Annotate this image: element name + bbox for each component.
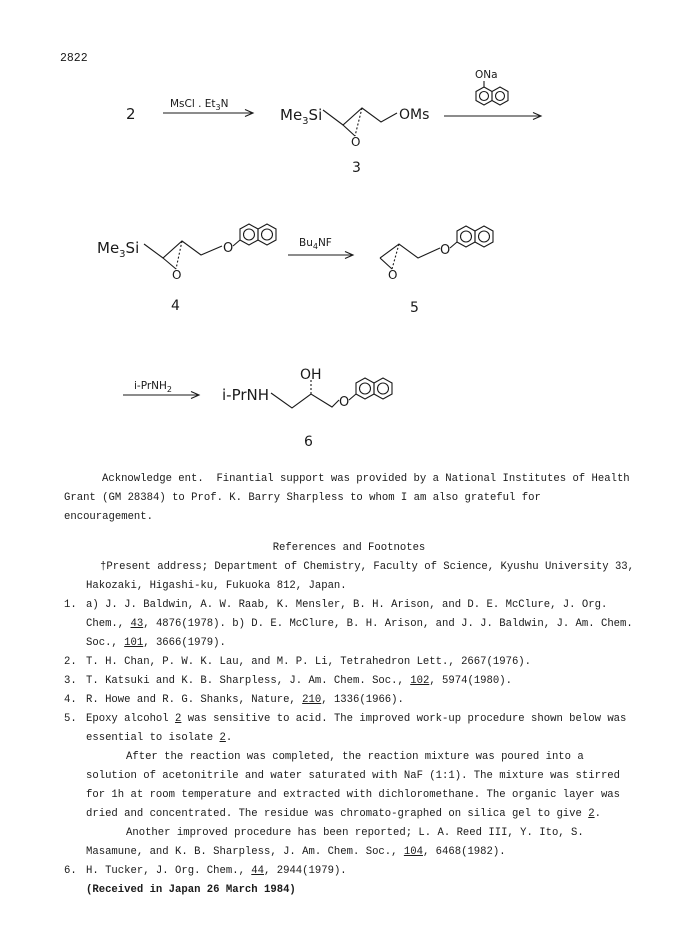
compound-6-structure: [222, 367, 392, 410]
sodium-naphthoxide-reagent: [475, 69, 508, 105]
compound-4-structure: [97, 224, 276, 282]
svg-text:i-PrNH: i-PrNH: [222, 386, 270, 404]
compound-5-structure: [380, 226, 493, 282]
reagent-iprnh2: i-PrNH$_2$: [134, 380, 173, 394]
svg-text:O: O: [223, 241, 234, 256]
svg-text:O: O: [339, 395, 350, 410]
reference-list-continued: [64, 862, 634, 881]
reaction-arrow-4: [123, 392, 199, 399]
reference-5: 5. Epoxy alcohol 2 was sensitive to acid. The improved work-up procedure shown below was essential to isolate 2.: [64, 713, 627, 744]
reference-list: [64, 596, 634, 748]
svg-text:O: O: [440, 243, 451, 258]
compound-6-label: 6: [304, 434, 313, 450]
compound-2-label: 2: [126, 105, 136, 123]
compound-3-label: 3: [352, 160, 361, 176]
reaction-arrow-2: [444, 113, 541, 120]
compound-3-structure: [280, 106, 429, 149]
acknowledgement: [64, 470, 634, 527]
reference-2: 2. T. H. Chan, P. W. K. Lau, and M. P. Li, Tetrahedron Lett., 2667(1976).: [64, 656, 532, 668]
reference-6: 6. H. Tucker, J. Org. Chem., 44, 2944(1979).: [64, 865, 347, 877]
svg-text:ONa: ONa: [475, 69, 498, 81]
reagent-mscl-et3n: MsCl . $Et_3N$: [170, 98, 229, 112]
compound-5-label: 5: [410, 300, 419, 316]
svg-text:O: O: [388, 268, 398, 282]
page-number: 2822: [60, 52, 88, 65]
reaction-arrow-1: [163, 110, 253, 117]
reference-4: 4. R. Howe and R. G. Shanks, Nature, 210, 1336(1966).: [64, 694, 404, 706]
svg-text:Me3Si: $Me_3Si$: [280, 106, 323, 127]
svg-text:OH: OH: [300, 367, 322, 383]
received-date: (Received in Japan 26 March 1984): [86, 884, 296, 896]
reference-3: 3. T. Katsuki and K. B. Sharpless, J. Am. Chem. Soc., 102, 5974(1980).: [64, 675, 512, 687]
references-title: References and Footnotes: [272, 542, 426, 554]
reference-5-procedure: After the reaction was completed, the reaction mixture was poured into a solution of acetonitrile and water saturated with NaF (1:1). The mixture was stirred for 1h at room temperature and extracted with dichloromethane. The organic layer was dried and concentrated. The residue was chromato-graphed on silica gel to give 2.: [86, 751, 621, 820]
svg-text:Me3Si: $Me_3Si$: [97, 239, 140, 260]
body-text: [64, 470, 634, 900]
svg-text:O: O: [351, 135, 361, 149]
reference-5-alternative: Another improved procedure has been reported; L. A. Reed III, Y. Ito, S. Masamune, and K. B. Sharpless, J. Am. Chem. Soc., 104, 6468(1982).: [86, 827, 584, 858]
reference-1: 1. a) J. J. Baldwin, A. W. Raab, K. Mensler, B. H. Arison, and D. E. McClure, J. Org. Chem., 43, 4876(1978). b) D. E. McClure, B. H. Arison, and J. J. Baldwin, J. Am. Chem. Soc., 101, 3666(1979).: [64, 599, 633, 649]
reaction-arrow-3: [288, 252, 353, 259]
reagent-bu4nf: $Bu_4NF$: [299, 237, 332, 251]
acknowledgement-heading: Acknowledge ent.: [102, 473, 204, 485]
compound-4-label: 4: [171, 298, 180, 314]
present-address-footnote: †Present address; Department of Chemistry, Faculty of Science, Kyushu University 33, Hakozaki, Higashi-ku, Fukuoka 812, Japan.: [86, 561, 635, 592]
acknowledgement-text: Finantial support was provided by a National Institutes of Health Grant (GM 28384) to Prof. K. Barry Sharpless to whom I am also grateful for encouragement.: [64, 473, 630, 523]
svg-text:O: O: [172, 268, 182, 282]
svg-text:OMs: OMs: [399, 107, 430, 123]
